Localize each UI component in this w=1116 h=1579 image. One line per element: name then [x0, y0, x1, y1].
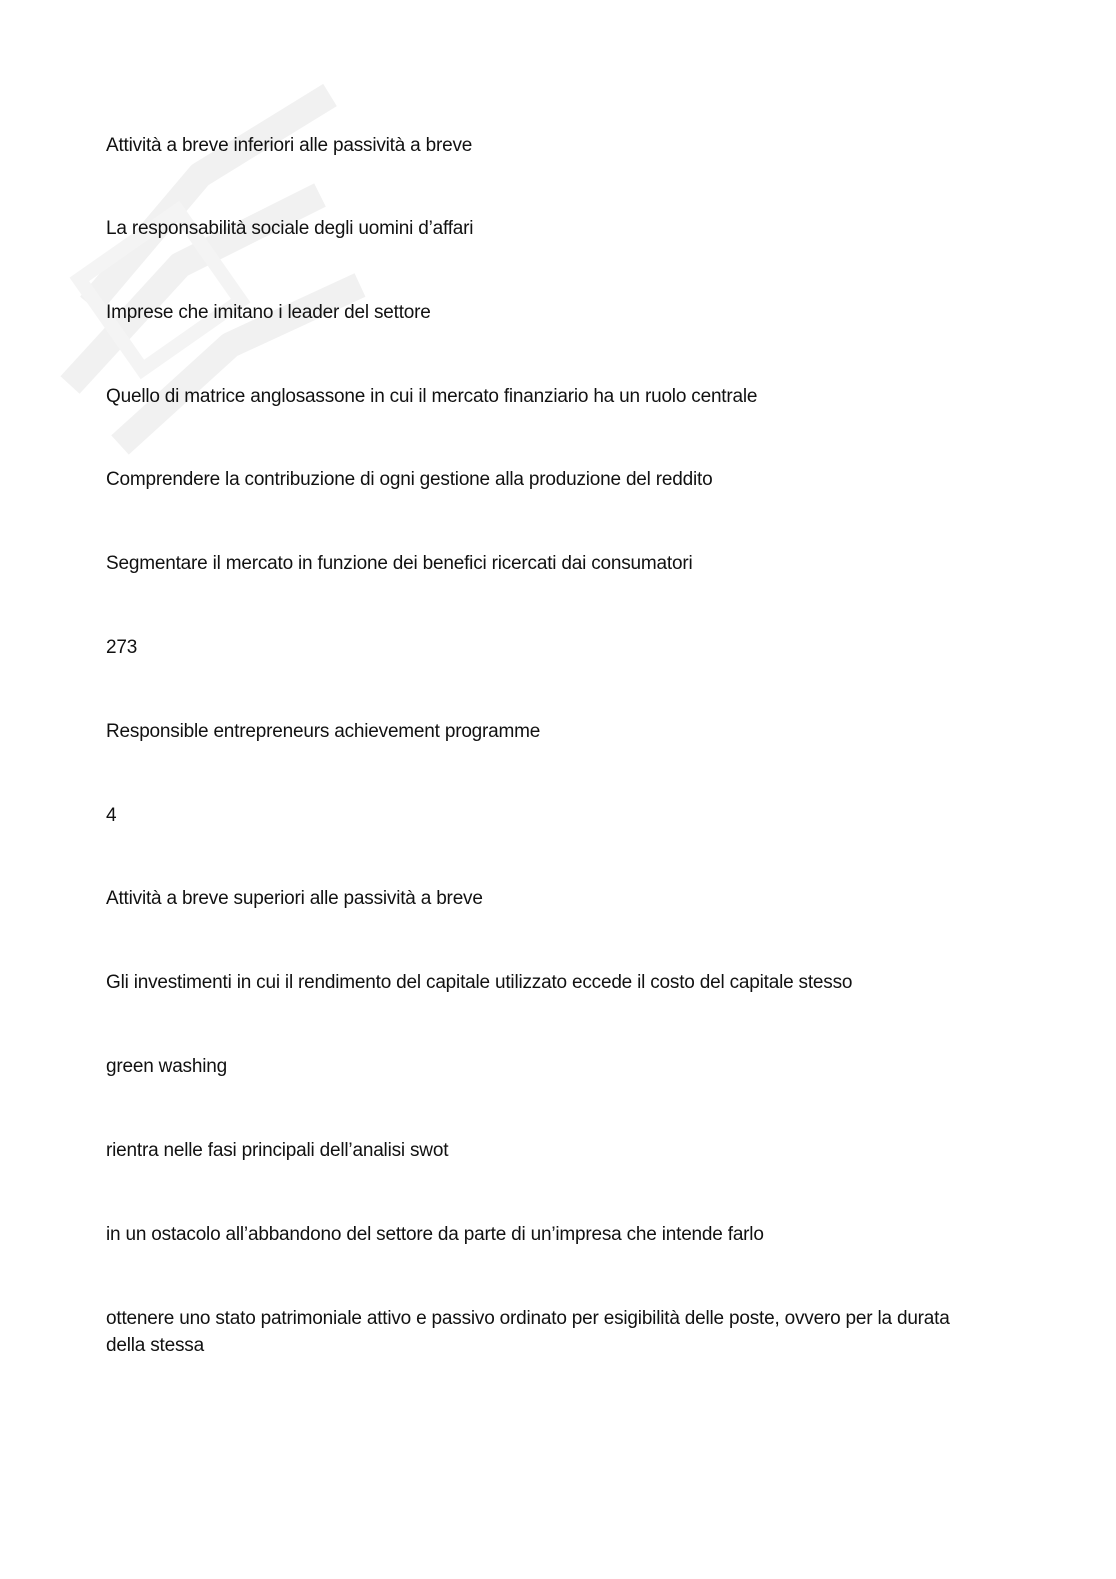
text-line-7: 273: [106, 637, 138, 658]
text-line-2: La responsabilità sociale degli uomini d’affari: [106, 218, 474, 239]
text-line-4: Quello di matrice anglosassone in cui il mercato finanziario ha un ruolo centrale: [106, 386, 758, 407]
text-line-14: in un ostacolo all’abbandono del settore da parte di un’impresa che intende farlo: [106, 1224, 764, 1245]
text-line-12: green washing: [106, 1056, 227, 1077]
text-line-9: 4: [106, 805, 117, 826]
text-line-6: Segmentare il mercato in funzione dei benefici ricercati dai consumatori: [106, 553, 693, 574]
text-line-1: Attività a breve inferiori alle passività a breve: [106, 135, 473, 156]
text-line-3: Imprese che imitano i leader del settore: [106, 302, 431, 323]
text-line-15: ottenere uno stato patrimoniale attivo e passivo ordinato per esigibilità delle poste, ovvero per la durata della stessa: [106, 1308, 950, 1356]
watermark-logo-icon: [30, 55, 410, 475]
text-line-13: rientra nelle fasi principali dell’analisi swot: [106, 1140, 449, 1161]
text-line-8: Responsible entrepreneurs achievement programme: [106, 721, 541, 742]
text-line-5: Comprendere la contribuzione di ogni gestione alla produzione del reddito: [106, 469, 713, 490]
text-line-11: Gli investimenti in cui il rendimento del capitale utilizzato eccede il costo del capitale stesso: [106, 972, 853, 993]
text-line-10: Attività a breve superiori alle passività a breve: [106, 888, 483, 909]
